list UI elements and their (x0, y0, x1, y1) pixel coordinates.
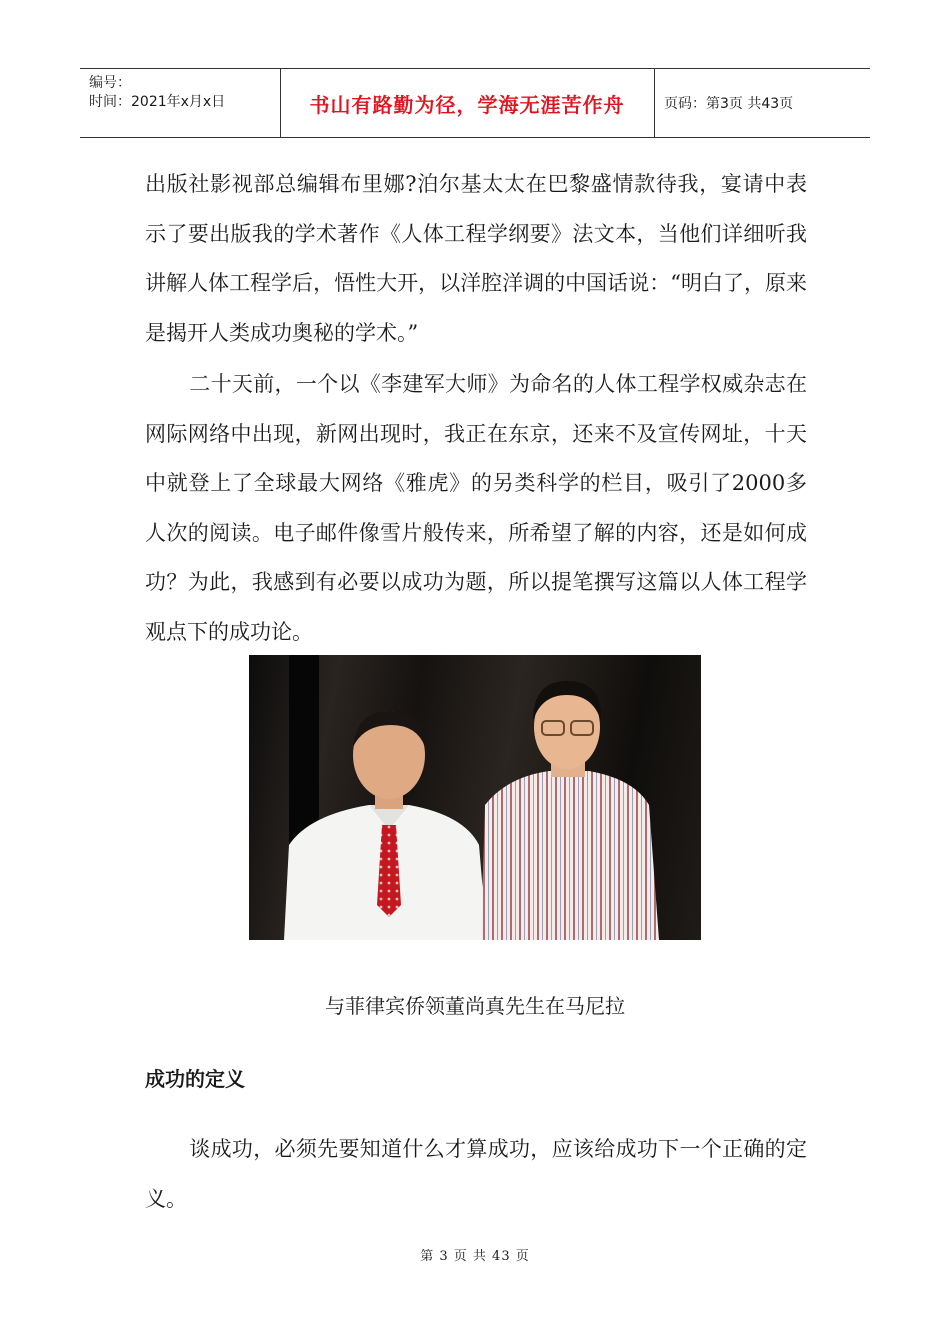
header-motto-cell (280, 69, 655, 137)
document-number: 编号： (89, 75, 131, 91)
header-page-info: 页码：第3页 共43页 (664, 96, 794, 112)
paragraph-3 (145, 1125, 807, 1224)
paragraph-1: 出版社影视部总编辑布里娜?泊尔基太太在巴黎盛情款待我，宴请中表示了要出版我的学术著作《人体工程学纲要》法文本，当他们详细听我讲解人体工程学后，悟性大开，以洋腔洋调的中国话说：“明白了，原来是揭开人类成功奥秘的学术。” (145, 172, 807, 345)
paragraph-2-text: 二十天前，一个以《李建军大师》为命名的人体工程学权威杂志在网际网络中出现，新网出现时，我正在东京，还来不及宣传网址，十天中就登上了全球最大网络《雅虎》的另类科学的栏目，吸引了2000多人次的阅读。电子邮件像雪片般传来，所希望了解的内容，还是如何成功？为此，我感到有必要以成功为题，所以提笔撰写这篇以人体工程学观点下的成功论。 (145, 372, 807, 644)
right-man-shirt (481, 771, 659, 940)
header-page-cell (654, 69, 870, 137)
header-motto: 书山有路勤为径，学海无涯苦作舟 (309, 93, 625, 117)
photo-two-men (249, 655, 701, 940)
page-header (80, 68, 870, 138)
photo-caption: 与菲律宾侨领董尚真先生在马尼拉 (325, 994, 625, 1018)
paragraph-2 (145, 360, 807, 657)
page-footer: 第 3 页 共 43 页 (420, 1249, 530, 1264)
paragraph-3-text: 谈成功，必须先要知道什么才算成功，应该给成功下一个正确的定义。 (145, 1137, 807, 1211)
section-heading: 成功的定义 (145, 1067, 245, 1091)
header-meta-cell (80, 69, 281, 137)
photo-illustration (249, 655, 701, 940)
document-date: 时间：2021年x月x日 (89, 94, 226, 110)
